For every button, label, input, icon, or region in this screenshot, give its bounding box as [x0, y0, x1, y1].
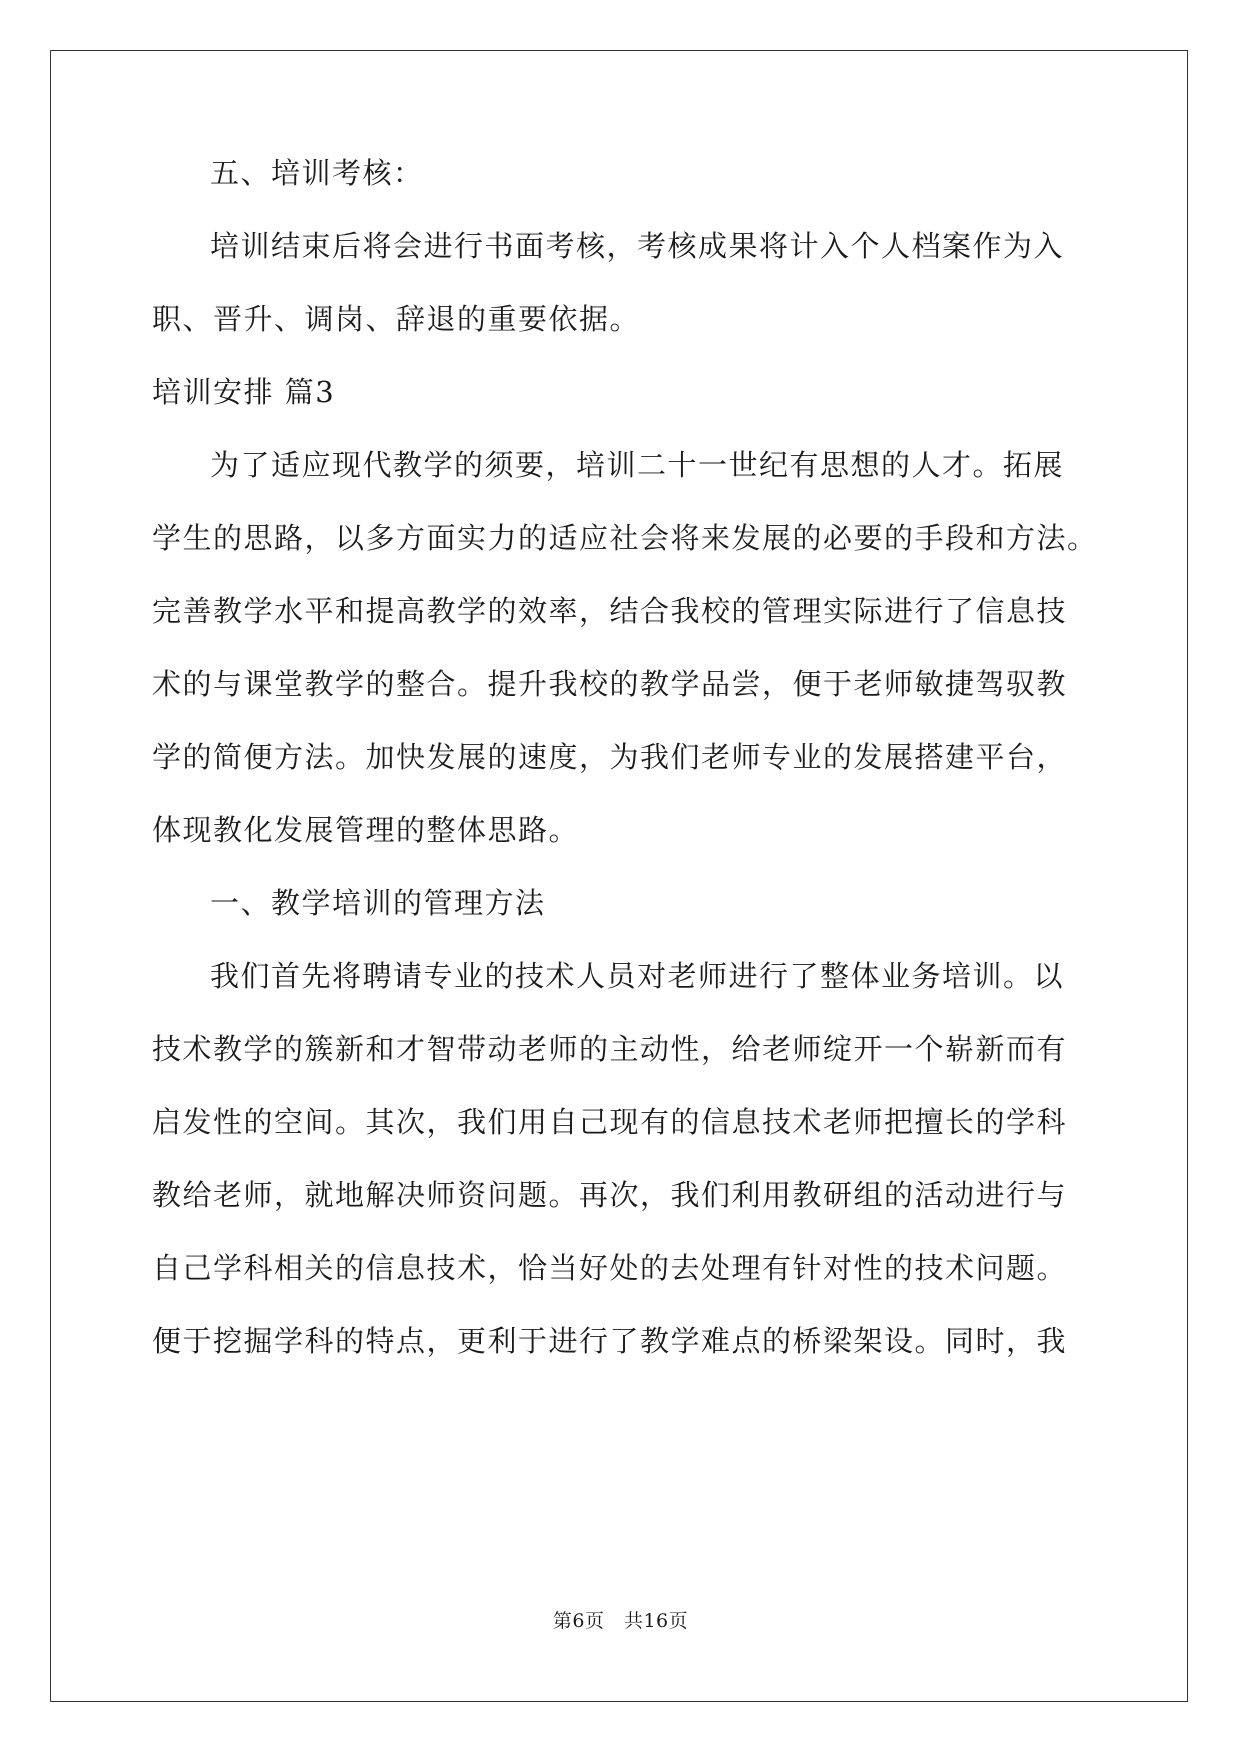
paragraph-line: 技术教学的簇新和才智带动老师的主动性，给老师绽开一个崭新而有 — [152, 1032, 1068, 1066]
paragraph-line: 为了适应现代教学的须要，培训二十一世纪有思想的人才。拓展 — [210, 448, 1065, 482]
article-title: 培训安排 篇3 — [152, 375, 336, 409]
paragraph-line: 职、晋升、调岗、辞退的重要依据。 — [152, 302, 641, 336]
paragraph-line: 学生的思路，以多方面实力的适应社会将来发展的必要的手段和方法。 — [152, 521, 1098, 555]
paragraph-line: 教给老师，就地解决师资问题。再次，我们利用教研组的活动进行与 — [152, 1178, 1068, 1212]
page-border — [50, 50, 1188, 1702]
page-number-footer: 第6页 共16页 — [552, 1610, 689, 1632]
paragraph-line: 我们首先将聘请专业的技术人员对老师进行了整体业务培训。以 — [210, 959, 1065, 993]
paragraph-line: 自己学科相关的信息技术，恰当好处的去处理有针对性的技术问题。 — [152, 1251, 1068, 1285]
paragraph-line: 体现教化发展管理的整体思路。 — [152, 813, 580, 847]
paragraph-line: 完善教学水平和提高教学的效率，结合我校的管理实际进行了信息技 — [152, 594, 1068, 628]
section-heading: 五、培训考核： — [210, 156, 424, 190]
paragraph-line: 启发性的空间。其次，我们用自己现有的信息技术老师把擅长的学科 — [152, 1105, 1068, 1139]
paragraph-line: 学的简便方法。加快发展的速度，为我们老师专业的发展搭建平台， — [152, 740, 1068, 774]
section-heading: 一、教学培训的管理方法 — [210, 886, 546, 920]
paragraph-line: 培训结束后将会进行书面考核，考核成果将计入个人档案作为入 — [210, 229, 1065, 263]
paragraph-line: 便于挖掘学科的特点，更利于进行了教学难点的桥梁架设。同时，我 — [152, 1324, 1068, 1358]
paragraph-line: 术的与课堂教学的整合。提升我校的教学品尝，便于老师敏捷驾驭教 — [152, 667, 1068, 701]
